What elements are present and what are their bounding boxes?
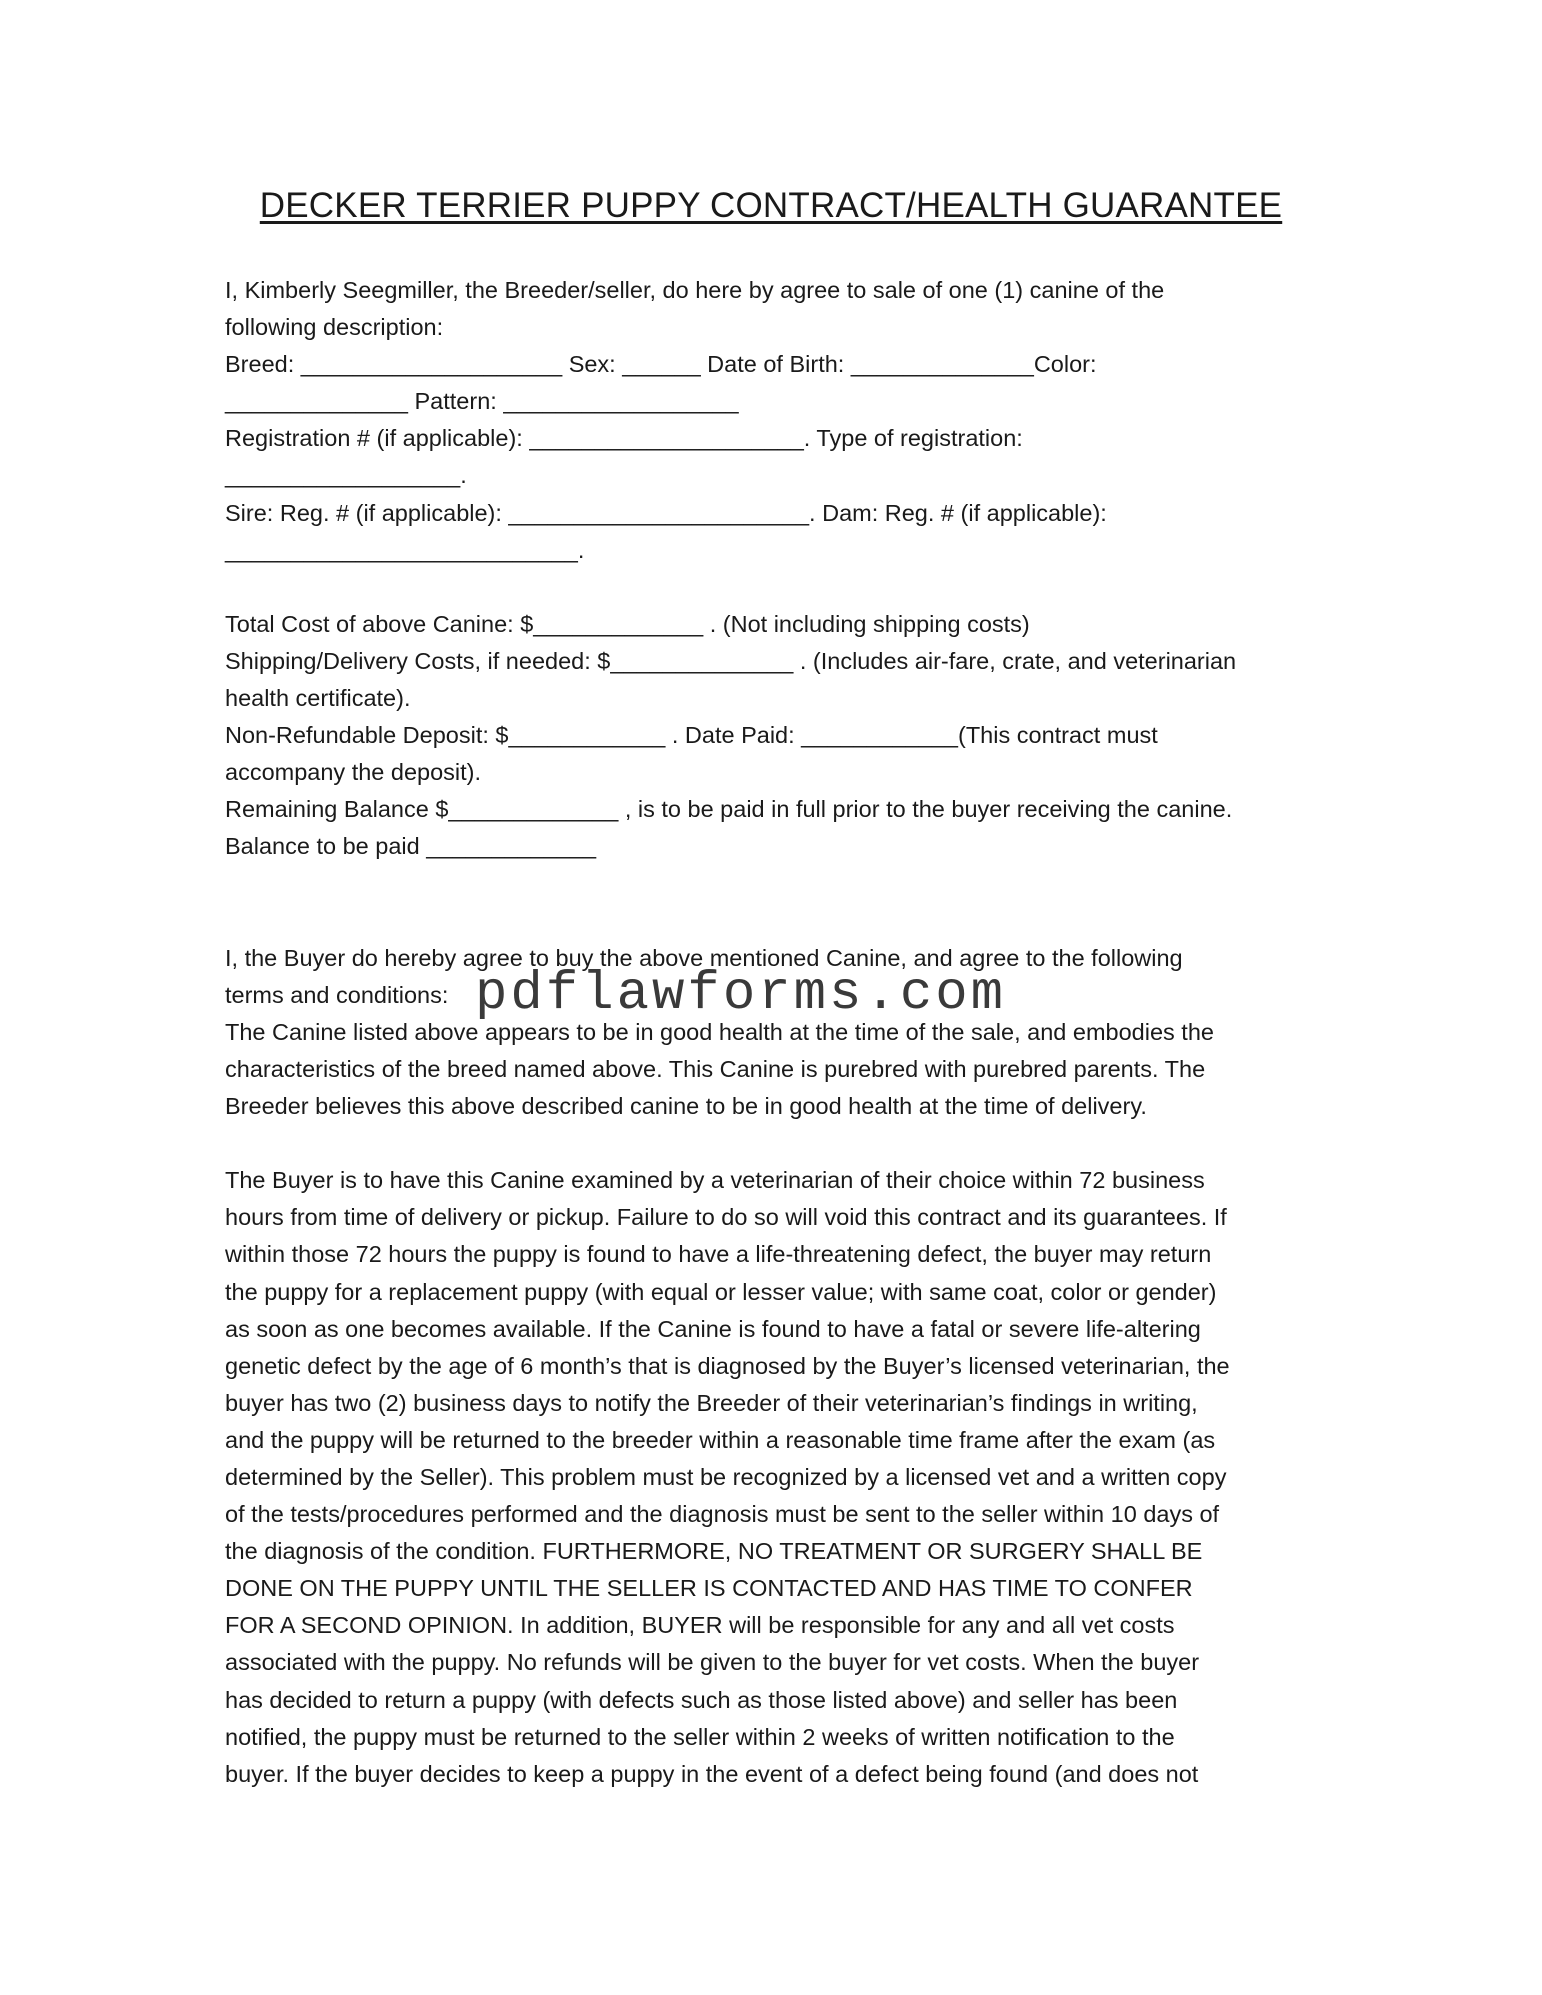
watermark: pdflawforms.com (475, 964, 1007, 1025)
text-line: Sire: Reg. # (if applicable): _______________________. Dam: Reg. # (if applicable): (225, 499, 1107, 526)
text-line: Breeder believes this above described canine to be in good health at the time of delivery. (225, 1093, 1147, 1120)
text-line: terms and conditions: (225, 981, 449, 1008)
text-line: the puppy for a replacement puppy (with equal or lesser value; with same coat, color or gender) (225, 1278, 1217, 1305)
text-line: genetic defect by the age of 6 month’s that is diagnosed by the Buyer’s licensed veterinarian, the (225, 1352, 1230, 1379)
text-line: ___________________________. (225, 536, 585, 563)
paragraph-spacer (225, 569, 1345, 606)
paragraph-spacer (225, 866, 1345, 903)
text-line: characteristics of the breed named above. This Canine is purebred with purebred parents. The (225, 1055, 1206, 1082)
document-title: DECKER TERRIER PUPPY CONTRACT/HEALTH GUARANTEE (259, 186, 1283, 225)
text-line: the diagnosis of the condition. FURTHERMORE, NO TREATMENT OR SURGERY SHALL BE (225, 1538, 1203, 1565)
text-line: Non-Refundable Deposit: $____________ . Date Paid: ____________(This contract must (225, 722, 1158, 749)
text-line: Registration # (if applicable): _____________________. Type of registration: (225, 425, 1023, 452)
text-line: FOR A SECOND OPINION. In addition, BUYER will be responsible for any and all vet costs (225, 1612, 1175, 1639)
text-line: following description: (225, 314, 444, 341)
text-line: determined by the Seller). This problem must be recognized by a licensed vet and a written copy (225, 1464, 1227, 1490)
cost-section (225, 606, 1345, 866)
paragraph-spacer (225, 903, 1345, 940)
text-line: associated with the puppy. No refunds will be given to the buyer for vet costs. When the buyer (225, 1649, 1200, 1676)
text-line: __________________. (225, 462, 467, 489)
text-line: hours from time of delivery or pickup. Failure to do so will void this contract and its guarantees. If (225, 1204, 1227, 1231)
text-line: Remaining Balance $_____________ , is to be paid in full prior to the buyer receiving the canine. (225, 796, 1233, 823)
document-body (225, 272, 1345, 1793)
text-line: notified, the puppy must be returned to the seller within 2 weeks of written notification to the (225, 1723, 1175, 1750)
paragraph-spacer (225, 1125, 1345, 1162)
text-line: of the tests/procedures performed and the diagnosis must be sent to the seller within 10 days of (225, 1501, 1220, 1528)
text-line: health certificate). (225, 685, 411, 712)
text-line: within those 72 hours the puppy is found to have a life-threatening defect, the buyer may return (225, 1241, 1212, 1268)
text-line: has decided to return a puppy (with defects such as those listed above) and seller has been (225, 1686, 1178, 1713)
guarantee-section (225, 1162, 1345, 1793)
text-line: and the puppy will be returned to the breeder within a reasonable time frame after the exam (as (225, 1426, 1216, 1453)
text-line: buyer has two (2) business days to notify the Breeder of their veterinarian’s findings in writing, (225, 1389, 1198, 1416)
text-line: as soon as one becomes available. If the Canine is found to have a fatal or severe life-altering (225, 1315, 1201, 1342)
text-line: buyer. If the buyer decides to keep a puppy in the event of a defect being found (and does not (225, 1760, 1199, 1787)
text-line: The Buyer is to have this Canine examined by a veterinarian of their choice within 72 business (225, 1167, 1205, 1194)
text-line: ______________ Pattern: __________________ (225, 388, 739, 415)
text-line: Balance to be paid _____________ (225, 833, 597, 860)
text-line: accompany the deposit). (225, 759, 482, 786)
text-line: DONE ON THE PUPPY UNTIL THE SELLER IS CONTACTED AND HAS TIME TO CONFER (225, 1575, 1193, 1602)
text-line: I, Kimberly Seegmiller, the Breeder/seller, do here by agree to sale of one (1) canine of the (225, 277, 1165, 303)
text-line: Breed: ____________________ Sex: ______ Date of Birth: ______________Color: (225, 351, 1097, 378)
description-section (225, 272, 1345, 569)
text-line: Shipping/Delivery Costs, if needed: $______________ . (Includes air-fare, crate, and veterinarian (225, 647, 1237, 674)
text-line: Total Cost of above Canine: $_____________ . (Not including shipping costs) (225, 610, 1030, 637)
text-line: The Canine listed above appears to be in good health at the time of the sale, and embodies the (225, 1018, 1214, 1045)
text-line: I, the Buyer do hereby agree to buy the above mentioned Canine, and agree to the following (225, 944, 1183, 971)
